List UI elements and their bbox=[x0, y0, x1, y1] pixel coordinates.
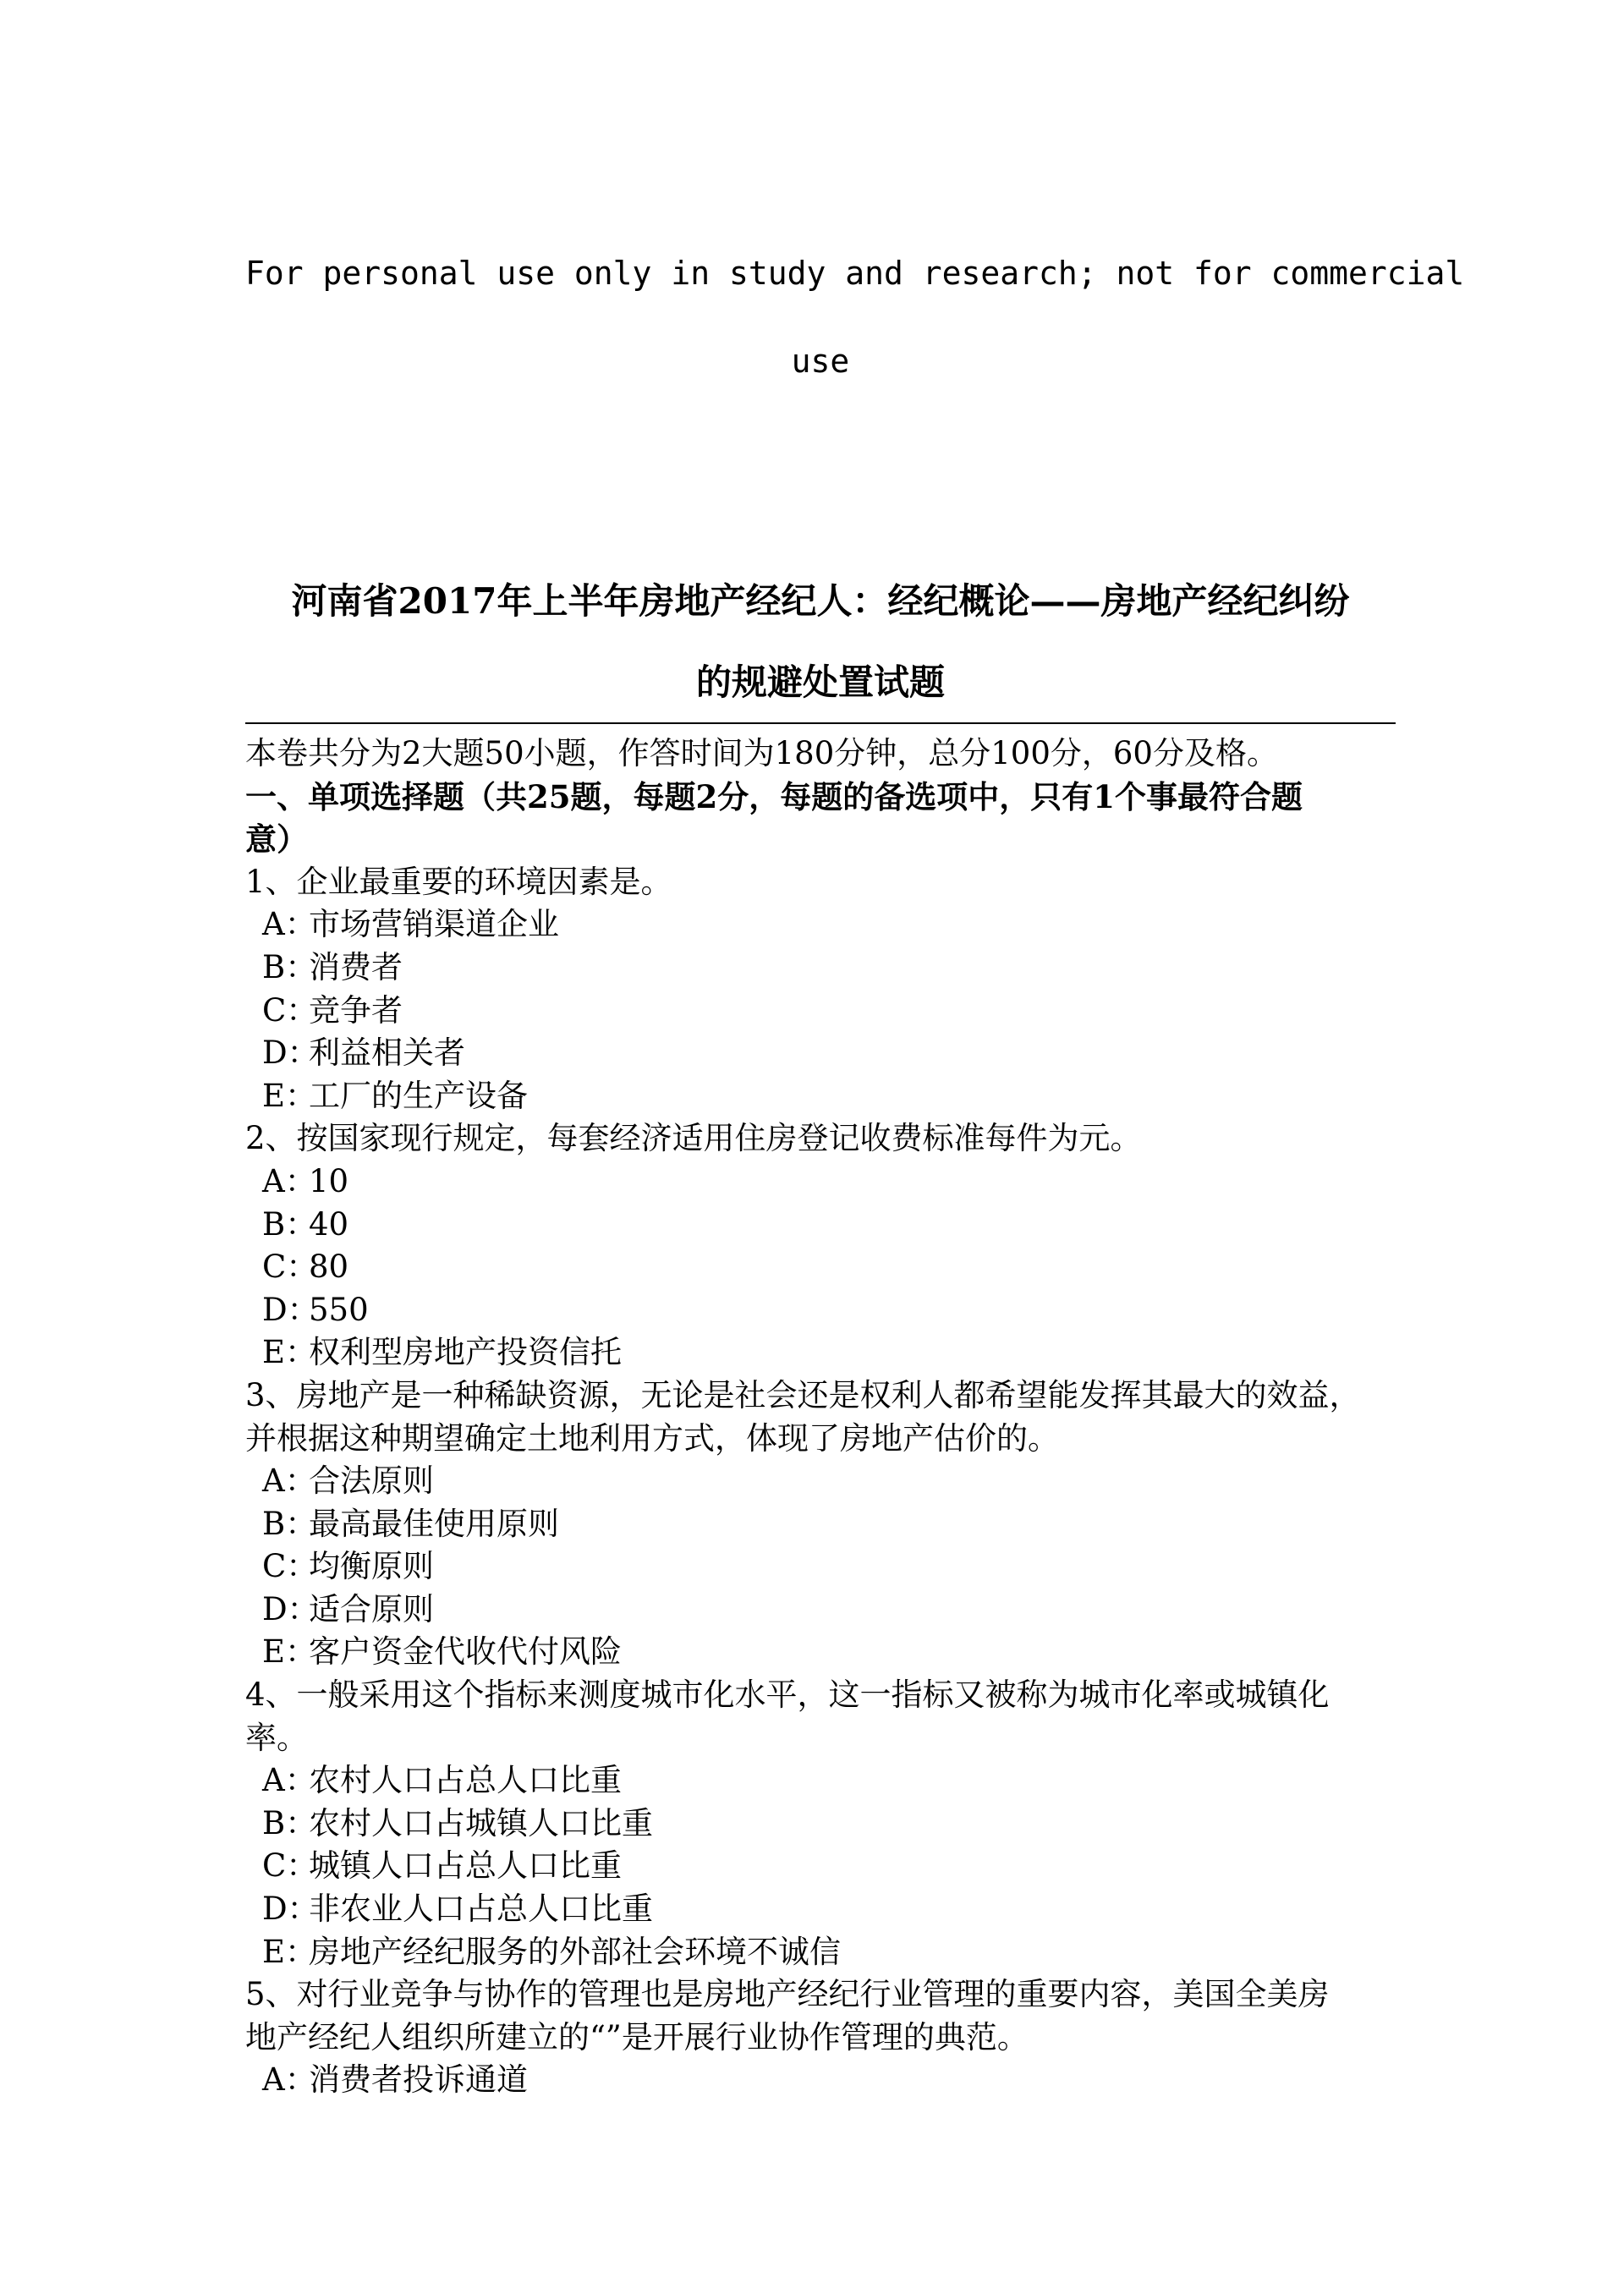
option-text: 利益相关者 bbox=[309, 1034, 465, 1072]
question-5 bbox=[245, 1973, 1404, 2102]
option-c bbox=[245, 990, 1404, 1033]
question-text: 5、对行业竞争与协作的管理也是房地产经纪行业管理的重要内容，美国全美房 bbox=[245, 1976, 1330, 2013]
option-key: B： bbox=[262, 1505, 317, 1542]
option-key: B： bbox=[262, 1804, 317, 1841]
question-text: 地产经纪人组织所建立的“”是开展行业协作管理的典范。 bbox=[245, 2018, 1029, 2055]
usage-notice-line-2: use bbox=[791, 343, 850, 380]
option-key: B： bbox=[262, 1205, 317, 1243]
document-body bbox=[245, 733, 1404, 2102]
option-b bbox=[245, 947, 1404, 990]
option-key: C： bbox=[262, 1249, 318, 1286]
option-d bbox=[245, 1589, 1404, 1632]
question-text: 1、企业最重要的环境因素是。 bbox=[245, 863, 672, 900]
question-text: 4、一般采用这个指标来测度城市化水平，这一指标又被称为城市化率或城镇化 bbox=[245, 1677, 1330, 1714]
option-text: 最高最佳使用原则 bbox=[309, 1505, 559, 1542]
option-b bbox=[245, 1803, 1404, 1846]
option-a bbox=[245, 2059, 1404, 2102]
option-d bbox=[245, 1888, 1404, 1931]
option-text: 消费者 bbox=[309, 948, 403, 985]
option-e bbox=[245, 1631, 1404, 1674]
option-a bbox=[245, 1759, 1404, 1803]
document-title-line-1: 河南省2017年上半年房地产经纪人：经纪概论——房地产经纪纠纷 bbox=[291, 580, 1350, 622]
header-divider bbox=[245, 722, 1396, 724]
option-key: A： bbox=[262, 1762, 316, 1799]
exam-info: 本卷共分为2大题50小题，作答时间为180分钟，总分100分，60分及格。 bbox=[245, 735, 1278, 771]
document-title-line-2: 的规避处置试题 bbox=[695, 661, 945, 703]
option-key: A： bbox=[262, 1463, 316, 1500]
option-text: 房地产经纪服务的外部社会环境不诚信 bbox=[309, 1933, 841, 1970]
question-text: 并根据这种期望确定土地利用方式，体现了房地产估价的。 bbox=[245, 1419, 1059, 1457]
option-a bbox=[245, 1460, 1404, 1503]
option-key: D： bbox=[262, 1291, 319, 1328]
option-text: 合法原则 bbox=[309, 1463, 434, 1500]
option-text: 工厂的生产设备 bbox=[309, 1077, 528, 1114]
option-text: 40 bbox=[309, 1205, 349, 1243]
question-1 bbox=[245, 861, 1404, 1118]
option-b bbox=[245, 1204, 1404, 1247]
option-key: C： bbox=[262, 1548, 318, 1585]
option-d bbox=[245, 1032, 1404, 1075]
question-3 bbox=[245, 1375, 1404, 1674]
option-key: C： bbox=[262, 991, 318, 1029]
option-key: A： bbox=[262, 1162, 316, 1199]
option-key: D： bbox=[262, 1891, 319, 1928]
question-text: 3、房地产是一种稀缺资源，无论是社会还是权利人都希望能发挥其最大的效益， bbox=[245, 1376, 1361, 1413]
option-key: C： bbox=[262, 1847, 318, 1885]
option-text: 农村人口占城镇人口比重 bbox=[309, 1804, 653, 1841]
option-c bbox=[245, 1545, 1404, 1589]
option-key: E： bbox=[262, 1633, 317, 1671]
option-key: E： bbox=[262, 1334, 317, 1371]
option-text: 客户资金代收代付风险 bbox=[309, 1633, 622, 1671]
option-key: B： bbox=[262, 948, 317, 985]
option-text: 80 bbox=[309, 1249, 349, 1286]
option-text: 竞争者 bbox=[309, 991, 403, 1029]
option-text: 消费者投诉通道 bbox=[309, 2061, 528, 2099]
option-text: 均衡原则 bbox=[309, 1548, 434, 1585]
option-a bbox=[245, 1161, 1404, 1204]
option-key: D： bbox=[262, 1034, 319, 1072]
option-a bbox=[245, 903, 1404, 947]
option-text: 农村人口占总人口比重 bbox=[309, 1762, 622, 1799]
option-d bbox=[245, 1289, 1404, 1332]
option-key: E： bbox=[262, 1077, 317, 1114]
question-4 bbox=[245, 1674, 1404, 1973]
option-e bbox=[245, 1075, 1404, 1118]
option-text: 市场营销渠道企业 bbox=[309, 906, 559, 943]
option-text: 550 bbox=[309, 1291, 369, 1328]
question-text: 2、按国家现行规定，每套经济适用住房登记收费标准每件为元。 bbox=[245, 1120, 1142, 1157]
option-e bbox=[245, 1331, 1404, 1375]
option-key: E： bbox=[262, 1933, 317, 1970]
option-text: 适合原则 bbox=[309, 1590, 434, 1627]
option-text: 权利型房地产投资信托 bbox=[309, 1334, 622, 1371]
option-e bbox=[245, 1931, 1404, 1974]
section-heading-line-2: 意） bbox=[245, 820, 308, 859]
option-c bbox=[245, 1246, 1404, 1289]
section-heading-line-1: 一、单项选择题（共25题，每题2分，每题的备选项中，只有1个事最符合题 bbox=[245, 777, 1303, 815]
option-c bbox=[245, 1845, 1404, 1888]
option-text: 非农业人口占总人口比重 bbox=[309, 1891, 653, 1928]
option-key: A： bbox=[262, 906, 316, 943]
usage-notice-line-1: For personal use only in study and research; not for commercial bbox=[245, 255, 1465, 292]
option-text: 10 bbox=[309, 1162, 349, 1199]
question-text: 率。 bbox=[245, 1719, 308, 1756]
option-key: D： bbox=[262, 1590, 319, 1627]
option-b bbox=[245, 1503, 1404, 1546]
option-text: 城镇人口占总人口比重 bbox=[309, 1847, 622, 1885]
option-key: A： bbox=[262, 2061, 316, 2099]
question-2 bbox=[245, 1117, 1404, 1375]
